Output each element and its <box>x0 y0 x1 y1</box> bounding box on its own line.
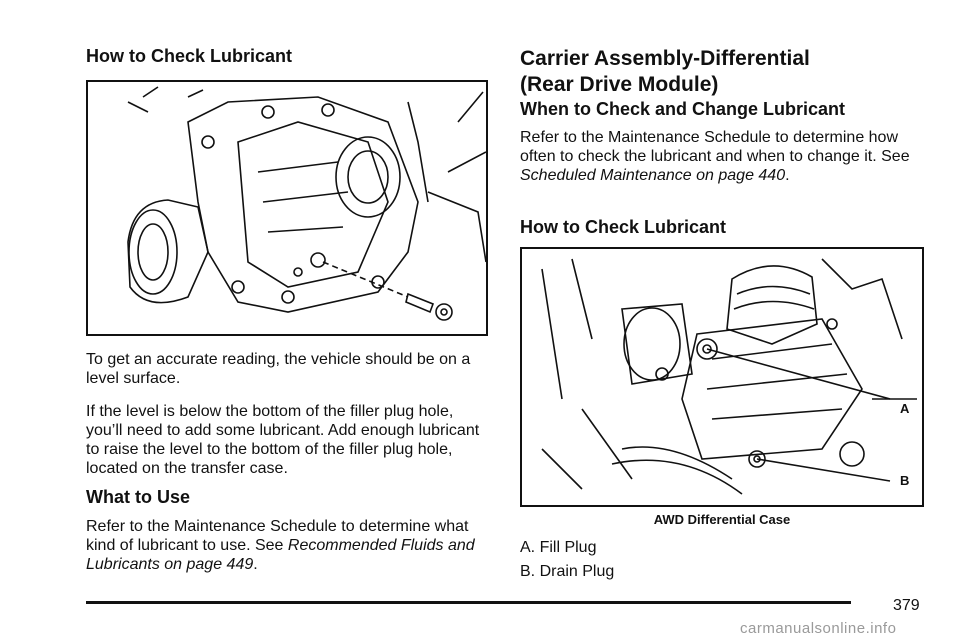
footer-rule <box>86 601 851 604</box>
awd-differential-illustration <box>520 247 924 507</box>
when-to-check-heading: When to Check and Change Lubricant <box>520 99 846 119</box>
figure-label-a: A <box>900 401 910 416</box>
figure-label-b: B <box>900 473 910 488</box>
add-lubricant-text: If the level is below the bottom of the filler plug hole, you’ll need to add some lubricant. Add enough lubricant to raise the level to the bottom of the filler plug hole, located on the transfer case. <box>86 403 480 477</box>
drain-plug-label: B. Drain Plug <box>520 563 615 580</box>
page-number: 379 <box>893 597 920 614</box>
scheduled-maintenance-link[interactable]: Scheduled Maintenance on page 440 <box>520 167 786 184</box>
fill-plug-label: A. Fill Plug <box>520 539 597 556</box>
recommended-fluids-link[interactable]: Recommended Fluids and Lubricants on page 449 <box>86 537 475 573</box>
figure-caption: AWD Differential Case <box>653 512 791 527</box>
level-surface-text: To get an accurate reading, the vehicle should be on a level surface. <box>86 351 471 387</box>
transfer-case-illustration <box>86 80 488 336</box>
right-how-to-check-heading: How to Check Lubricant <box>520 217 727 237</box>
left-heading: How to Check Lubricant <box>86 46 293 66</box>
when-to-check-text: Refer to the Maintenance Schedule to determine how often to check the lubricant and when to change it. See Scheduled Maintenance on page 440. <box>520 129 910 184</box>
what-to-use-heading: What to Use <box>86 487 191 507</box>
what-to-use-text: Refer to the Maintenance Schedule to determine what kind of lubricant to use. See Recommended Fluids and Lubricants on page 449. <box>86 518 475 573</box>
watermark: carmanualsonline.info <box>740 620 897 637</box>
carrier-assembly-heading: Carrier Assembly-Differential (Rear Drive Module) <box>520 47 810 96</box>
